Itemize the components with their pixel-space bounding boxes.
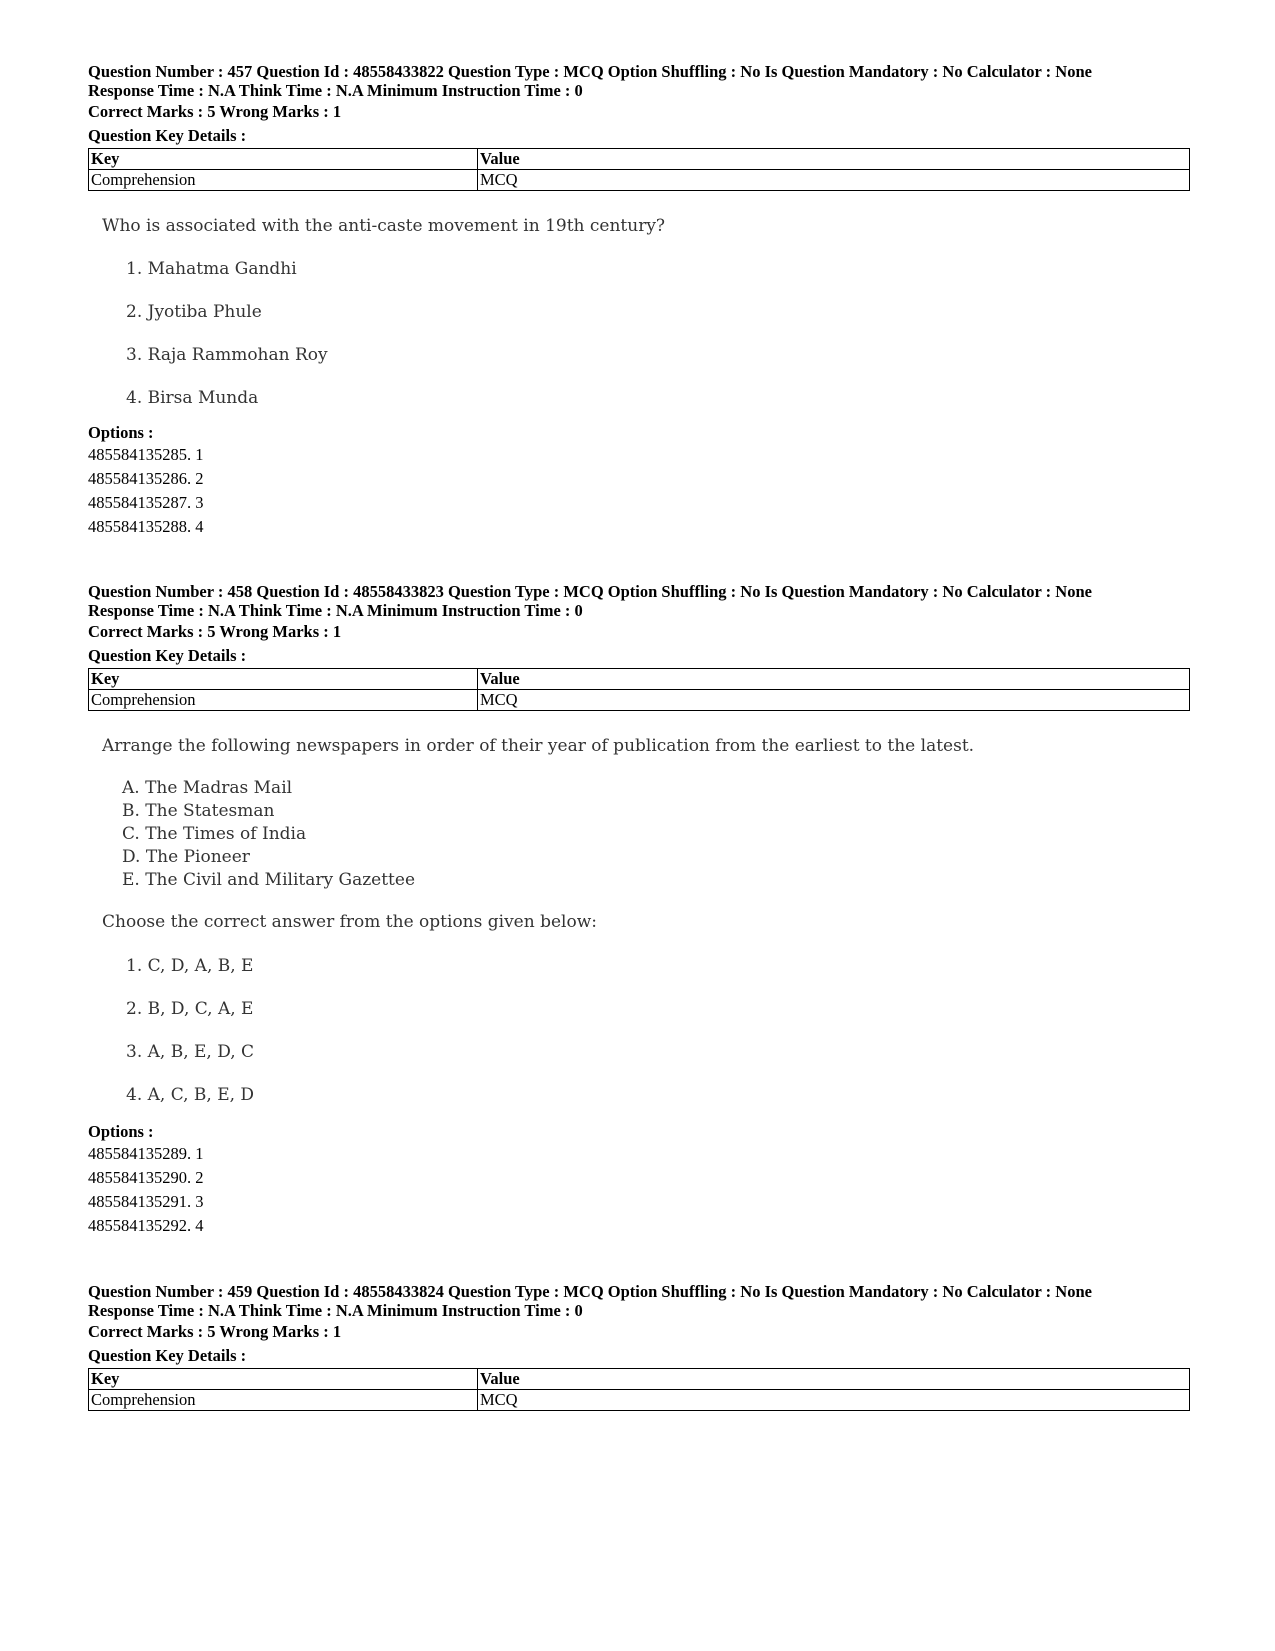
choice-1: 1. C, D, A, B, E — [126, 956, 254, 976]
question-meta-line1: Question Number : 459 Question Id : 48558433824 Question Type : MCQ Option Shuffling : No Is Question Mandatory : No Calculator : None — [88, 1282, 1092, 1301]
key-details-label: Question Key Details : — [88, 126, 247, 145]
option-line: 485584135291. 3 — [88, 1192, 204, 1211]
question-block-459 — [88, 1282, 1190, 1411]
question-block-457 — [88, 62, 1190, 191]
value-header: Value — [478, 149, 1190, 170]
option-line: 485584135287. 3 — [88, 493, 204, 512]
key-cell: Comprehension — [89, 690, 478, 711]
list-item-c: C. The Times of India — [122, 824, 307, 844]
question-block-458 — [88, 582, 1190, 711]
option-line: 485584135286. 2 — [88, 469, 204, 488]
choice-4: 4. Birsa Munda — [126, 388, 259, 408]
options-block-458 — [88, 1122, 204, 1238]
choice-2: 2. B, D, C, A, E — [126, 999, 254, 1019]
value-cell: MCQ — [478, 170, 1190, 191]
question-meta-line1: Question Number : 457 Question Id : 48558433822 Question Type : MCQ Option Shuffling : No Is Question Mandatory : No Calculator : None — [88, 62, 1092, 81]
key-header: Key — [89, 669, 478, 690]
choice-4: 4. A, C, B, E, D — [126, 1085, 255, 1105]
question-text: Arrange the following newspapers in order of their year of publication from the earliest to the latest. — [102, 736, 975, 756]
question-meta-line1: Question Number : 458 Question Id : 48558433823 Question Type : MCQ Option Shuffling : No Is Question Mandatory : No Calculator : None — [88, 582, 1092, 601]
key-cell: Comprehension — [89, 170, 478, 191]
question-meta-line2: Response Time : N.A Think Time : N.A Minimum Instruction Time : 0 — [88, 81, 583, 100]
option-line: 485584135288. 4 — [88, 517, 204, 536]
value-header: Value — [478, 1369, 1190, 1390]
marks-line: Correct Marks : 5 Wrong Marks : 1 — [88, 1322, 342, 1341]
option-line: 485584135289. 1 — [88, 1144, 204, 1163]
list-item-b: B. The Statesman — [122, 801, 275, 821]
choice-2: 2. Jyotiba Phule — [126, 302, 262, 322]
options-label: Options : — [88, 423, 154, 442]
option-line: 485584135285. 1 — [88, 445, 204, 464]
list-item-e: E. The Civil and Military Gazettee — [122, 870, 416, 890]
question-meta-line2: Response Time : N.A Think Time : N.A Minimum Instruction Time : 0 — [88, 601, 583, 620]
option-line: 485584135290. 2 — [88, 1168, 204, 1187]
value-cell: MCQ — [478, 690, 1190, 711]
value-header: Value — [478, 669, 1190, 690]
question-meta-line2: Response Time : N.A Think Time : N.A Minimum Instruction Time : 0 — [88, 1301, 583, 1320]
instruction-text: Choose the correct answer from the options given below: — [102, 912, 597, 932]
list-item-d: D. The Pioneer — [122, 847, 250, 867]
key-details-table — [88, 148, 1190, 191]
value-cell: MCQ — [478, 1390, 1190, 1411]
question-text: Who is associated with the anti-caste movement in 19th century? — [102, 216, 666, 236]
choice-3: 3. Raja Rammohan Roy — [126, 345, 328, 365]
marks-line: Correct Marks : 5 Wrong Marks : 1 — [88, 622, 342, 641]
key-details-table — [88, 668, 1190, 711]
key-details-table — [88, 1368, 1190, 1411]
key-header: Key — [89, 1369, 478, 1390]
options-label: Options : — [88, 1122, 154, 1141]
list-item-a: A. The Madras Mail — [122, 778, 293, 798]
key-cell: Comprehension — [89, 1390, 478, 1411]
options-block-457 — [88, 423, 204, 539]
key-header: Key — [89, 149, 478, 170]
marks-line: Correct Marks : 5 Wrong Marks : 1 — [88, 102, 342, 121]
choice-1: 1. Mahatma Gandhi — [126, 259, 297, 279]
key-details-label: Question Key Details : — [88, 1346, 247, 1365]
choice-3: 3. A, B, E, D, C — [126, 1042, 255, 1062]
key-details-label: Question Key Details : — [88, 646, 247, 665]
option-line: 485584135292. 4 — [88, 1216, 204, 1235]
